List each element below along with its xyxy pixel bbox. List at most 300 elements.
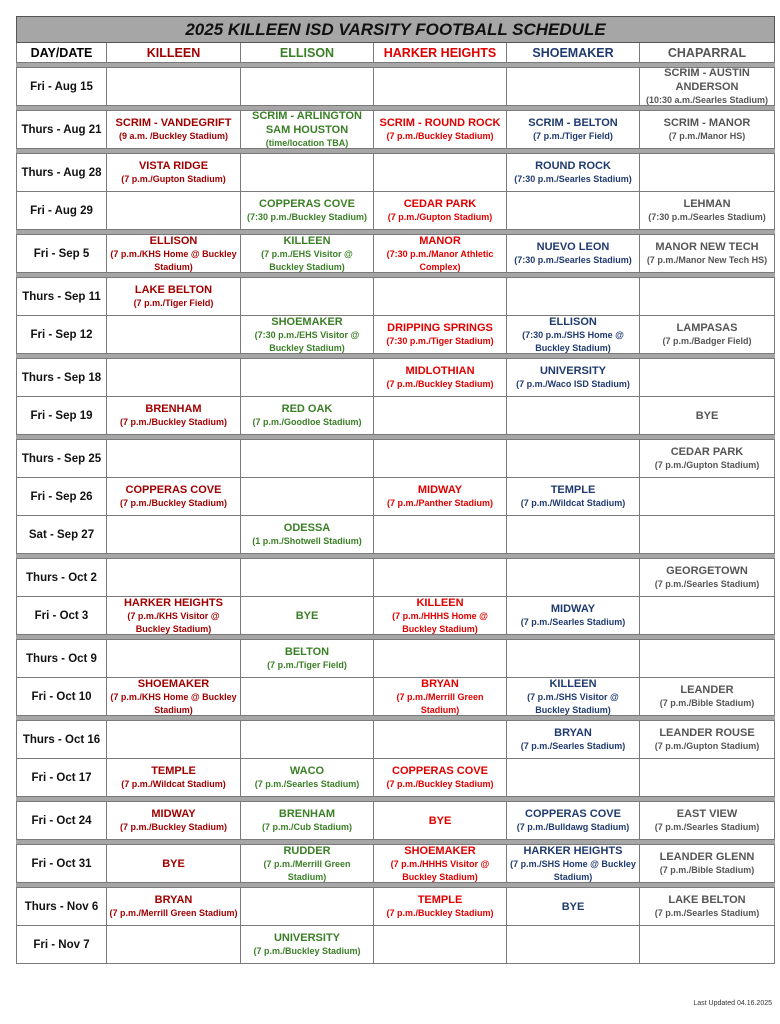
harker-heights-game-cell bbox=[374, 678, 507, 716]
opponent-name: LEANDER bbox=[680, 684, 734, 696]
chaparral-game-cell bbox=[640, 192, 775, 230]
game-time-location: (7 p.m./Tiger Field) bbox=[533, 131, 613, 141]
opponent-name: SCRIM - MANOR bbox=[663, 117, 751, 129]
opponent-name: EAST VIEW bbox=[676, 808, 738, 820]
shoemaker-game-cell bbox=[507, 888, 640, 926]
game-time-location: (7 p.m./Buckley Stadium) bbox=[253, 946, 361, 956]
opponent-name: BYE bbox=[295, 609, 319, 622]
opponent-name: BRENHAM bbox=[145, 403, 202, 415]
killeen-game-cell bbox=[107, 926, 241, 964]
schedule-row bbox=[17, 440, 775, 478]
opponent-name: COPPERAS COVE bbox=[525, 808, 621, 820]
schedule-row bbox=[17, 926, 775, 964]
schedule-row bbox=[17, 111, 775, 149]
header-shoemaker: SHOEMAKER bbox=[507, 43, 640, 63]
schedule-row bbox=[17, 640, 775, 678]
killeen-game-cell bbox=[107, 278, 241, 316]
day-date-cell: Fri - Oct 3 bbox=[17, 597, 107, 635]
day-date-cell: Thurs - Oct 9 bbox=[17, 640, 107, 678]
day-date-cell: Fri - Sep 26 bbox=[17, 478, 107, 516]
game-entry bbox=[642, 192, 772, 229]
ellison-game-cell bbox=[241, 759, 374, 797]
schedule-row bbox=[17, 478, 775, 516]
chaparral-game-cell bbox=[640, 68, 775, 106]
schedule-row bbox=[17, 559, 775, 597]
killeen-game-cell bbox=[107, 721, 241, 759]
game-time-location: (7:30 p.m./Searles Stadium) bbox=[648, 212, 766, 222]
day-date-cell: Thurs - Oct 2 bbox=[17, 559, 107, 597]
shoemaker-game-cell bbox=[507, 559, 640, 597]
day-date-cell: Fri - Aug 15 bbox=[17, 68, 107, 106]
schedule-row bbox=[17, 397, 775, 435]
chaparral-game-cell bbox=[640, 278, 775, 316]
game-entry bbox=[376, 845, 504, 882]
day-date-cell: Fri - Oct 24 bbox=[17, 802, 107, 840]
ellison-game-cell bbox=[241, 278, 374, 316]
ellison-game-cell bbox=[241, 111, 374, 149]
opponent-name: COPPERAS COVE bbox=[392, 765, 488, 777]
ellison-game-cell bbox=[241, 888, 374, 926]
chaparral-game-cell bbox=[640, 759, 775, 797]
opponent-name: TEMPLE bbox=[417, 894, 463, 906]
schedule-sheet bbox=[16, 16, 774, 964]
game-time-location: (7 p.m./Bible Stadium) bbox=[659, 865, 755, 875]
game-time-location: (7 p.m./Buckley Stadium) bbox=[386, 908, 494, 918]
game-time-location: (9 a.m. /Buckley Stadium) bbox=[118, 131, 229, 141]
opponent-name: MIDWAY bbox=[151, 808, 196, 820]
game-entry bbox=[642, 678, 772, 715]
game-entry bbox=[376, 597, 504, 634]
game-entry bbox=[109, 478, 238, 515]
killeen-game-cell bbox=[107, 111, 241, 149]
game-time-location: (7 p.m./Buckley Stadium) bbox=[119, 498, 228, 508]
game-time-location: (7 p.m./Buckley Stadium) bbox=[386, 779, 494, 789]
opponent-name: GEORGETOWN bbox=[666, 565, 748, 577]
ellison-game-cell bbox=[241, 845, 374, 883]
game-time-location: (7 p.m./Manor New Tech HS) bbox=[646, 255, 768, 265]
game-entry bbox=[109, 888, 238, 925]
chaparral-game-cell bbox=[640, 640, 775, 678]
killeen-game-cell bbox=[107, 759, 241, 797]
game-time-location: (7 p.m./Bulldawg Stadium) bbox=[516, 822, 630, 832]
game-time-location: (7 p.m./SHS Home @ Buckley Stadium) bbox=[510, 858, 636, 882]
game-time-location: (7 p.m./Gupton Stadium) bbox=[121, 174, 226, 184]
game-time-location: (7 p.m./KHS Home @ Buckley Stadium) bbox=[110, 248, 237, 272]
game-entry bbox=[243, 926, 371, 963]
schedule-row bbox=[17, 516, 775, 554]
game-time-location: (7 p.m./Manor HS) bbox=[668, 131, 746, 141]
harker-heights-game-cell bbox=[374, 802, 507, 840]
game-entry bbox=[509, 478, 637, 515]
harker-heights-game-cell bbox=[374, 478, 507, 516]
opponent-name: DRIPPING SPRINGS bbox=[387, 322, 493, 334]
opponent-name: BRYAN bbox=[554, 727, 592, 739]
harker-heights-game-cell bbox=[374, 192, 507, 230]
game-time-location: (7 p.m./SHS Visitor @ Buckley Stadium) bbox=[527, 691, 619, 715]
chaparral-game-cell bbox=[640, 397, 775, 435]
game-entry bbox=[109, 111, 238, 148]
shoemaker-game-cell bbox=[507, 926, 640, 964]
game-time-location: (7 p.m./Wildcat Stadium) bbox=[520, 498, 626, 508]
ellison-game-cell bbox=[241, 678, 374, 716]
chaparral-game-cell bbox=[640, 316, 775, 354]
game-time-location: (7 p.m./KHS Visitor @ Buckley Stadium) bbox=[127, 610, 220, 634]
schedule-row bbox=[17, 68, 775, 106]
header-harker-heights: HARKER HEIGHTS bbox=[374, 43, 507, 63]
opponent-name: BYE bbox=[162, 857, 185, 870]
opponent-name: MANOR NEW TECH bbox=[655, 241, 759, 253]
game-time-location: (7 p.m./Tiger Field) bbox=[267, 660, 347, 670]
game-entry bbox=[509, 888, 637, 925]
killeen-game-cell bbox=[107, 68, 241, 106]
day-date-cell: Thurs - Aug 28 bbox=[17, 154, 107, 192]
day-date-cell: Fri - Aug 29 bbox=[17, 192, 107, 230]
game-entry bbox=[109, 154, 238, 191]
game-time-location: (7 p.m./EHS Visitor @ Buckley Stadium) bbox=[261, 248, 353, 272]
ellison-game-cell bbox=[241, 926, 374, 964]
opponent-name: BYE bbox=[695, 409, 719, 422]
harker-heights-game-cell bbox=[374, 111, 507, 149]
game-time-location: (7 p.m./Searles Stadium) bbox=[654, 579, 760, 589]
day-date-cell: Thurs - Sep 18 bbox=[17, 359, 107, 397]
killeen-game-cell bbox=[107, 640, 241, 678]
game-entry bbox=[642, 559, 772, 596]
game-entry bbox=[376, 359, 504, 396]
game-time-location: (7 p.m./Buckley Stadium) bbox=[119, 417, 228, 427]
game-entry bbox=[376, 678, 504, 715]
shoemaker-game-cell bbox=[507, 802, 640, 840]
game-time-location: (7 p.m./Panther Stadium) bbox=[386, 498, 493, 508]
opponent-name: SCRIM - BELTON bbox=[528, 117, 618, 129]
game-time-location: (7 p.m./Searles Stadium) bbox=[520, 741, 626, 751]
opponent-name: SHOEMAKER bbox=[137, 678, 210, 690]
shoemaker-game-cell bbox=[507, 359, 640, 397]
chaparral-game-cell bbox=[640, 678, 775, 716]
game-entry bbox=[509, 111, 637, 148]
ellison-game-cell bbox=[241, 397, 374, 435]
killeen-game-cell bbox=[107, 478, 241, 516]
game-time-location: (7 p.m./Gupton Stadium) bbox=[387, 212, 493, 222]
ellison-game-cell bbox=[241, 359, 374, 397]
chaparral-game-cell bbox=[640, 559, 775, 597]
opponent-name: KILLEEN bbox=[416, 597, 464, 609]
schedule-row bbox=[17, 845, 775, 883]
killeen-game-cell bbox=[107, 440, 241, 478]
schedule-row bbox=[17, 192, 775, 230]
game-entry bbox=[243, 111, 371, 148]
harker-heights-game-cell bbox=[374, 721, 507, 759]
opponent-name: LEANDER ROUSE bbox=[659, 727, 755, 739]
chaparral-game-cell bbox=[640, 926, 775, 964]
game-entry bbox=[376, 192, 504, 229]
harker-heights-game-cell bbox=[374, 759, 507, 797]
game-entry bbox=[642, 68, 772, 105]
opponent-name: LAKE BELTON bbox=[668, 894, 746, 906]
game-entry bbox=[642, 235, 772, 272]
game-entry bbox=[243, 397, 371, 434]
harker-heights-game-cell bbox=[374, 597, 507, 635]
opponent-name: LEANDER GLENN bbox=[659, 851, 755, 863]
opponent-name: BRYAN bbox=[154, 894, 193, 906]
opponent-name: CEDAR PARK bbox=[403, 198, 477, 210]
opponent-name: NUEVO LEON bbox=[536, 241, 610, 253]
game-time-location: (7 p.m./Wildcat Stadium) bbox=[121, 779, 226, 789]
chaparral-game-cell bbox=[640, 478, 775, 516]
header-row bbox=[17, 43, 775, 63]
harker-heights-game-cell bbox=[374, 316, 507, 354]
game-entry bbox=[509, 802, 637, 839]
shoemaker-game-cell bbox=[507, 440, 640, 478]
game-entry bbox=[376, 759, 504, 796]
game-time-location: (7 p.m./Searles Stadium) bbox=[654, 908, 760, 918]
shoemaker-game-cell bbox=[507, 316, 640, 354]
game-time-location: (7:30 p.m./Searles Stadium) bbox=[514, 255, 632, 265]
schedule-row bbox=[17, 235, 775, 273]
game-entry bbox=[376, 111, 504, 148]
schedule-row bbox=[17, 802, 775, 840]
ellison-game-cell bbox=[241, 192, 374, 230]
opponent-name: HARKER HEIGHTS bbox=[123, 597, 223, 609]
game-entry bbox=[376, 888, 504, 925]
opponent-name: RUDDER bbox=[283, 845, 331, 857]
killeen-game-cell bbox=[107, 845, 241, 883]
harker-heights-game-cell bbox=[374, 845, 507, 883]
opponent-name: RED OAK bbox=[281, 403, 333, 415]
harker-heights-game-cell bbox=[374, 235, 507, 273]
game-entry bbox=[642, 802, 772, 839]
game-entry bbox=[243, 516, 371, 553]
ellison-game-cell bbox=[241, 478, 374, 516]
schedule-row bbox=[17, 359, 775, 397]
harker-heights-game-cell bbox=[374, 278, 507, 316]
game-entry bbox=[109, 845, 238, 882]
chaparral-game-cell bbox=[640, 597, 775, 635]
opponent-name: COPPERAS COVE bbox=[259, 198, 355, 210]
opponent-name: BYE bbox=[428, 814, 452, 827]
day-date-cell: Fri - Oct 17 bbox=[17, 759, 107, 797]
opponent-name: BRENHAM bbox=[278, 808, 336, 820]
opponent-name: ELLISON bbox=[149, 235, 198, 247]
game-time-location: (7 p.m./HHHS Visitor @ Buckley Stadium) bbox=[390, 858, 490, 882]
game-entry bbox=[509, 359, 637, 396]
harker-heights-game-cell bbox=[374, 68, 507, 106]
game-time-location: (7 p.m./Merrill Green Stadium) bbox=[263, 858, 351, 882]
opponent-name: LEHMAN bbox=[683, 198, 731, 210]
killeen-game-cell bbox=[107, 235, 241, 273]
harker-heights-game-cell bbox=[374, 888, 507, 926]
game-entry bbox=[243, 845, 371, 882]
title-row bbox=[17, 17, 775, 43]
game-entry bbox=[109, 759, 238, 796]
header-day-date: DAY/DATE bbox=[17, 43, 107, 63]
opponent-name: MIDWAY bbox=[550, 603, 596, 615]
opponent-name: BYE bbox=[561, 900, 585, 913]
schedule-row bbox=[17, 278, 775, 316]
shoemaker-game-cell bbox=[507, 597, 640, 635]
chaparral-game-cell bbox=[640, 721, 775, 759]
schedule-title: 2025 KILLEEN ISD VARSITY FOOTBALL SCHEDULE bbox=[17, 17, 775, 43]
game-entry bbox=[243, 316, 371, 353]
opponent-name: TEMPLE bbox=[151, 765, 196, 777]
game-entry bbox=[642, 316, 772, 353]
opponent-name: ELLISON bbox=[549, 316, 597, 328]
ellison-game-cell bbox=[241, 559, 374, 597]
opponent-name: MANOR bbox=[419, 235, 461, 247]
opponent-name: SCRIM - ROUND ROCK bbox=[379, 117, 501, 129]
ellison-game-cell bbox=[241, 597, 374, 635]
game-entry bbox=[243, 802, 371, 839]
killeen-game-cell bbox=[107, 397, 241, 435]
day-date-cell: Thurs - Aug 21 bbox=[17, 111, 107, 149]
harker-heights-game-cell bbox=[374, 397, 507, 435]
killeen-game-cell bbox=[107, 359, 241, 397]
opponent-name: KILLEEN bbox=[549, 678, 597, 690]
killeen-game-cell bbox=[107, 559, 241, 597]
killeen-game-cell bbox=[107, 192, 241, 230]
opponent-name: KILLEEN bbox=[283, 235, 331, 247]
ellison-game-cell bbox=[241, 516, 374, 554]
schedule-row bbox=[17, 759, 775, 797]
opponent-name: LAKE BELTON bbox=[134, 284, 213, 296]
game-entry bbox=[509, 154, 637, 191]
header-ellison: ELLISON bbox=[241, 43, 374, 63]
day-date-cell: Fri - Oct 31 bbox=[17, 845, 107, 883]
game-time-location: (7 p.m./Tiger Field) bbox=[133, 298, 214, 308]
opponent-name: WACO bbox=[289, 765, 325, 777]
game-time-location: (7 p.m./Searles Stadium) bbox=[654, 822, 760, 832]
ellison-game-cell bbox=[241, 802, 374, 840]
ellison-game-cell bbox=[241, 640, 374, 678]
opponent-name: SCRIM - VANDEGRIFT bbox=[115, 117, 232, 129]
game-entry bbox=[376, 802, 504, 839]
killeen-game-cell bbox=[107, 802, 241, 840]
ellison-game-cell bbox=[241, 440, 374, 478]
chaparral-game-cell bbox=[640, 111, 775, 149]
schedule-row bbox=[17, 678, 775, 716]
schedule-row bbox=[17, 597, 775, 635]
schedule-row bbox=[17, 888, 775, 926]
game-entry bbox=[376, 316, 504, 353]
game-entry bbox=[243, 640, 371, 677]
day-date-cell: Thurs - Sep 25 bbox=[17, 440, 107, 478]
game-time-location: (7 p.m./Cub Stadium) bbox=[262, 822, 352, 832]
game-time-location: (7 p.m./Merrill Green Stadium) bbox=[109, 908, 238, 918]
harker-heights-game-cell bbox=[374, 926, 507, 964]
game-time-location: (7 p.m./Gupton Stadium) bbox=[654, 460, 760, 470]
game-time-location: (7 p.m./KHS Home @ Buckley Stadium) bbox=[110, 691, 237, 715]
opponent-name: VISTA RIDGE bbox=[138, 160, 209, 172]
game-time-location: (7 p.m./Badger Field) bbox=[662, 336, 752, 346]
opponent-name: SHOEMAKER bbox=[404, 845, 476, 857]
game-time-location: (10:30 a.m./Searles Stadium) bbox=[645, 95, 769, 105]
day-date-cell: Fri - Sep 12 bbox=[17, 316, 107, 354]
game-entry bbox=[642, 111, 772, 148]
chaparral-game-cell bbox=[640, 845, 775, 883]
harker-heights-game-cell bbox=[374, 640, 507, 678]
shoemaker-game-cell bbox=[507, 759, 640, 797]
game-entry bbox=[509, 721, 637, 758]
game-time-location: (7 p.m./Waco ISD Stadium) bbox=[516, 379, 630, 389]
shoemaker-game-cell bbox=[507, 68, 640, 106]
shoemaker-game-cell bbox=[507, 678, 640, 716]
harker-heights-game-cell bbox=[374, 516, 507, 554]
day-date-cell: Fri - Sep 5 bbox=[17, 235, 107, 273]
game-entry bbox=[509, 678, 637, 715]
killeen-game-cell bbox=[107, 678, 241, 716]
game-entry bbox=[109, 278, 238, 315]
ellison-game-cell bbox=[241, 721, 374, 759]
game-time-location: (7 p.m./Searles Stadium) bbox=[520, 617, 626, 627]
game-time-location: (7 p.m./Gupton Stadium) bbox=[654, 741, 760, 751]
ellison-game-cell bbox=[241, 154, 374, 192]
day-date-cell: Sat - Sep 27 bbox=[17, 516, 107, 554]
game-entry bbox=[243, 597, 371, 634]
game-time-location: (1 p.m./Shotwell Stadium) bbox=[252, 536, 362, 546]
schedule-row bbox=[17, 721, 775, 759]
game-time-location: (7 p.m./Buckley Stadium) bbox=[119, 822, 228, 832]
game-entry bbox=[109, 397, 238, 434]
shoemaker-game-cell bbox=[507, 640, 640, 678]
game-entry bbox=[509, 235, 637, 272]
header-chaparral: CHAPARRAL bbox=[640, 43, 775, 63]
killeen-game-cell bbox=[107, 597, 241, 635]
opponent-name: SCRIM - AUSTIN ANDERSON bbox=[664, 68, 750, 93]
shoemaker-game-cell bbox=[507, 845, 640, 883]
shoemaker-game-cell bbox=[507, 235, 640, 273]
opponent-name: COPPERAS COVE bbox=[125, 484, 222, 496]
chaparral-game-cell bbox=[640, 440, 775, 478]
schedule-table bbox=[16, 16, 775, 964]
shoemaker-game-cell bbox=[507, 278, 640, 316]
game-entry bbox=[642, 845, 772, 882]
game-entry bbox=[509, 845, 637, 882]
opponent-name: BRYAN bbox=[421, 678, 459, 690]
game-entry bbox=[509, 597, 637, 634]
opponent-name: UNIVERSITY bbox=[273, 932, 340, 944]
killeen-game-cell bbox=[107, 154, 241, 192]
game-entry bbox=[509, 316, 637, 353]
shoemaker-game-cell bbox=[507, 192, 640, 230]
schedule-row bbox=[17, 154, 775, 192]
day-date-cell: Thurs - Nov 6 bbox=[17, 888, 107, 926]
game-time-location: (7 p.m./Merrill Green Stadium) bbox=[396, 691, 484, 715]
opponent-name: MIDWAY bbox=[417, 484, 463, 496]
opponent-name: SCRIM - ARLINGTON SAM HOUSTON bbox=[252, 111, 362, 136]
ellison-game-cell bbox=[241, 316, 374, 354]
game-time-location: (7 p.m./Buckley Stadium) bbox=[386, 379, 494, 389]
game-entry bbox=[243, 235, 371, 272]
day-date-cell: Fri - Oct 10 bbox=[17, 678, 107, 716]
opponent-name: UNIVERSITY bbox=[539, 365, 606, 377]
opponent-name: MIDLOTHIAN bbox=[405, 365, 475, 377]
last-updated: Last Updated 04.16.2025 bbox=[693, 1000, 772, 1007]
ellison-game-cell bbox=[241, 235, 374, 273]
game-entry bbox=[376, 478, 504, 515]
killeen-game-cell bbox=[107, 516, 241, 554]
harker-heights-game-cell bbox=[374, 559, 507, 597]
game-entry bbox=[642, 721, 772, 758]
opponent-name: LAMPASAS bbox=[676, 322, 738, 334]
game-entry bbox=[109, 597, 238, 634]
game-time-location: (7 p.m./Buckley Stadium) bbox=[386, 131, 494, 141]
day-date-cell: Fri - Nov 7 bbox=[17, 926, 107, 964]
game-entry bbox=[243, 192, 371, 229]
game-entry bbox=[109, 678, 238, 715]
game-entry bbox=[109, 802, 238, 839]
game-entry bbox=[642, 888, 772, 925]
header-killeen: KILLEEN bbox=[107, 43, 241, 63]
opponent-name: BELTON bbox=[284, 646, 330, 658]
